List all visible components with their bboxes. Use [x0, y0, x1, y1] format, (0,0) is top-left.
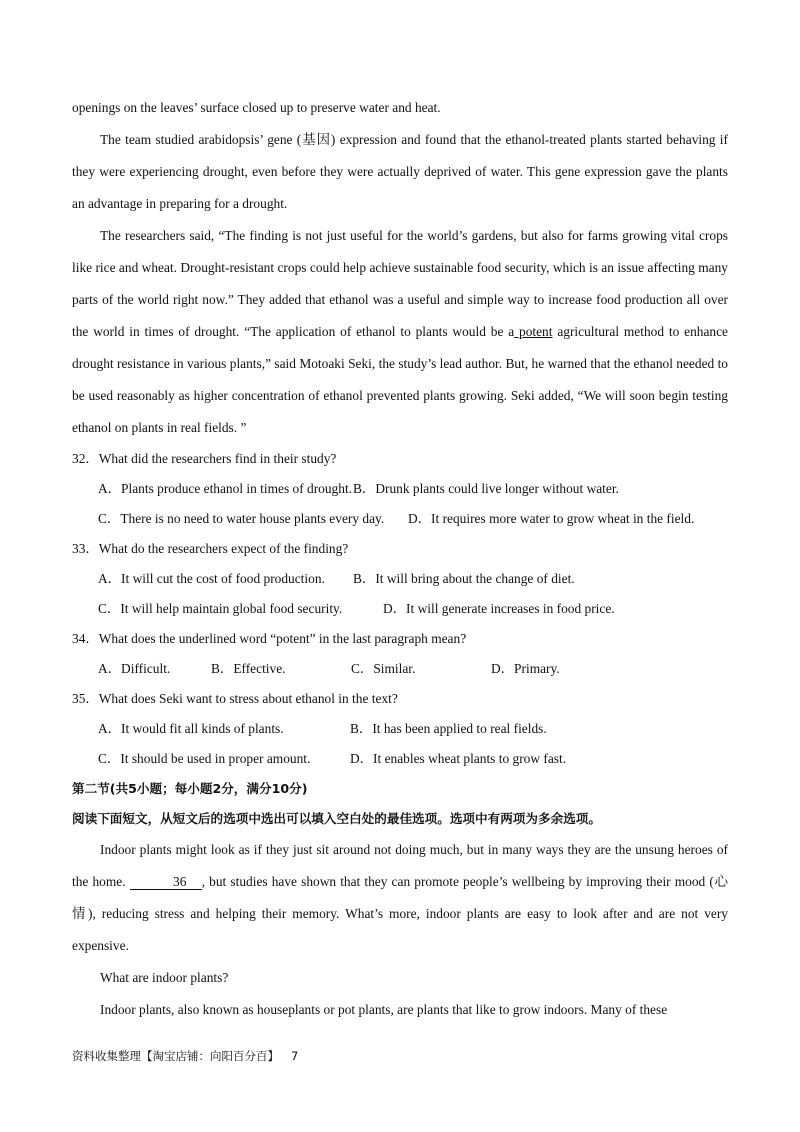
passage-paragraph-2: [72, 220, 728, 444]
question-32-option-b: B．Drunk plants could live longer without water.: [353, 481, 619, 496]
question-35-option-b: B．It has been applied to real fields.: [350, 721, 547, 736]
question-32-option-c: C．There is no need to water house plants every day.: [98, 511, 385, 526]
question-34-option-c: C．Similar.: [351, 661, 416, 676]
question-33-option-a: A．It will cut the cost of food production.: [98, 571, 325, 586]
underlined-word-potent: potent: [514, 324, 553, 339]
question-33-option-d: D．It will generate increases in food price.: [383, 601, 615, 616]
passage-paragraph-2-end: agricultural method to enhance drought resistance in various plants,” said Motoaki Seki, the study’s lead author. But, he warned that the ethanol needed to be used reasonably as higher concentration of ethanol prevented plants growing. Seki added, “We will soon begin testing ethanol on plants in real fields. ”: [72, 324, 728, 435]
footer-source-text: 资料收集整理【淘宝店铺：向阳百分百】: [72, 1049, 279, 1063]
section-2-paragraph-1: [72, 834, 728, 962]
blank-36: 36: [130, 874, 202, 890]
page-footer: [72, 1048, 298, 1064]
passage-paragraph-2-start: The researchers said, “The finding is not just useful for the world’s gardens, but also for farms growing vital crops like rice and wheat. Drought-resistant crops could help achieve sustainable food security, which is an issue affecting many parts of the world right now.” They added that ethanol was a useful and simple way to increase food production all over the world in times of drought. “The application of ethanol to plants would be a: [72, 228, 728, 339]
question-33-options-row-2: [72, 594, 728, 624]
question-34-option-b: B．Effective.: [211, 661, 286, 676]
question-33-option-c: C．It will help maintain global food security.: [98, 601, 343, 616]
question-32-option-a: A．Plants produce ethanol in times of drought.: [98, 481, 353, 496]
passage-paragraph-0: openings on the leaves’ surface closed up to preserve water and heat.: [72, 100, 441, 115]
question-35-stem: 35．What does Seki want to stress about ethanol in the text?: [72, 691, 398, 706]
question-34-stem: 34．What does the underlined word “potent” in the last paragraph mean?: [72, 631, 467, 646]
question-35-options-row-2: [72, 744, 728, 774]
section-2-paragraph-2: Indoor plants, also known as houseplants or pot plants, are plants that like to grow indoors. Many of these: [100, 1002, 668, 1017]
question-33-stem: 33．What do the researchers expect of the finding?: [72, 541, 349, 556]
question-33-options-row-1: [72, 564, 728, 594]
question-35-option-a: A．It would fit all kinds of plants.: [98, 721, 284, 736]
question-35-option-d: D．It enables wheat plants to grow fast.: [350, 751, 567, 766]
passage-paragraph-1: The team studied arabidopsis’ gene (基因) expression and found that the ethanol-treated plants started behaving if they were experiencing drought, even before they were actually deprived of water. This gene expression gave the plants an advantage in preparing for a drought.: [72, 132, 728, 211]
question-32-options-row-2: [72, 504, 728, 534]
question-34-option-a: A．Difficult.: [98, 661, 171, 676]
question-35-options-row-1: [72, 714, 728, 744]
question-32-stem: 32．What did the researchers find in their study?: [72, 451, 337, 466]
document-page: [72, 92, 728, 1026]
question-33-option-b: B．It will bring about the change of diet.: [353, 571, 575, 586]
section-2-title: 第二节(共5小题；每小题2分，满分10分): [72, 781, 308, 796]
section-2-instruction: 阅读下面短文，从短文后的选项中选出可以填入空白处的最佳选项。选项中有两项为多余选项。: [72, 811, 601, 826]
section-2-heading: What are indoor plants?: [100, 970, 229, 985]
question-35-option-c: C．It should be used in proper amount.: [98, 751, 311, 766]
question-32-options-row-1: [72, 474, 728, 504]
section-2-paragraph-1-end: , but studies have shown that they can promote people’s wellbeing by improving their mood (心情), reducing stress and helping their memory. What’s more, indoor plants are easy to look after and are not very expensive.: [72, 874, 728, 953]
section-2-paragraph-1-start: Indoor plants might look as if they just sit around not doing much, but in many ways they are the unsung heroes of the home.: [72, 842, 728, 889]
question-34-option-d: D．Primary.: [491, 661, 560, 676]
question-34-options-row: [72, 654, 728, 684]
question-32-option-d: D．It requires more water to grow wheat in the field.: [408, 511, 695, 526]
page-number: 7: [291, 1049, 299, 1063]
